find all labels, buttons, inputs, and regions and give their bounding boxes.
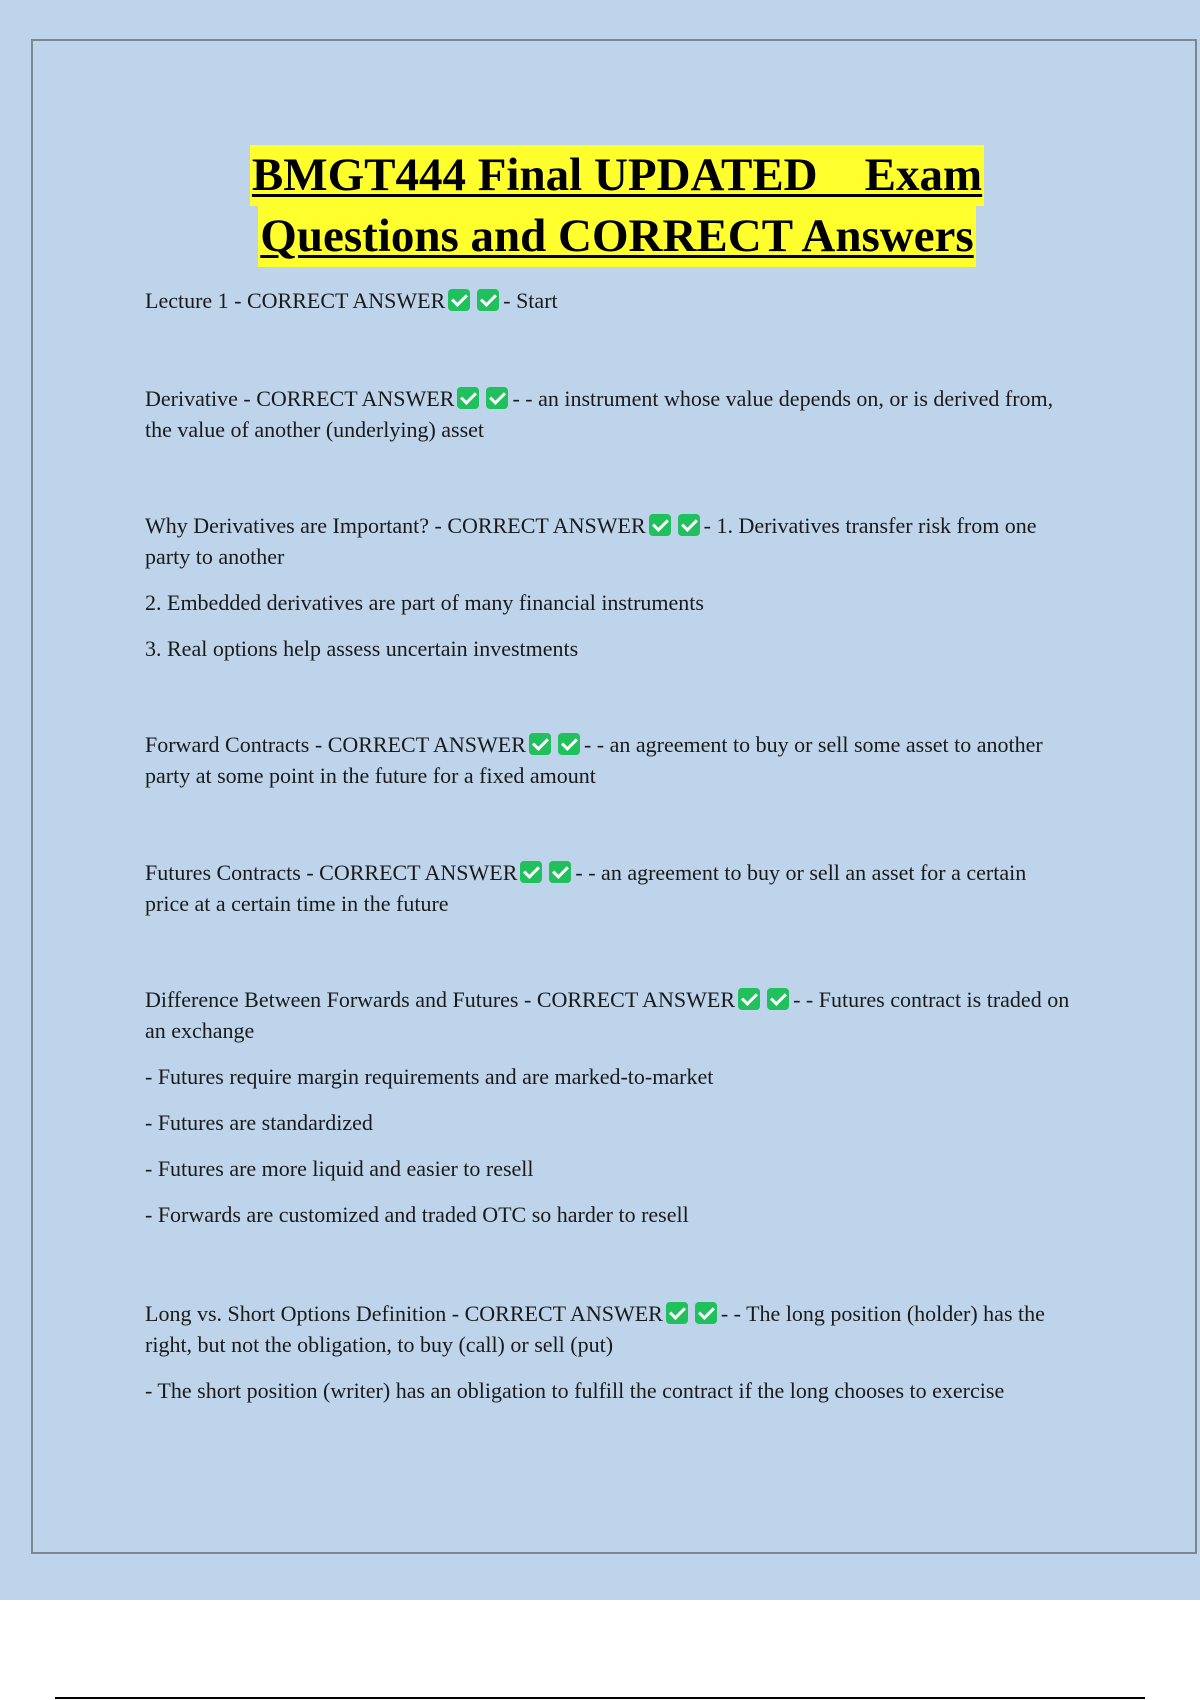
qa-answer-line: 3. Real options help assess uncertain investments xyxy=(145,636,579,661)
document-title xyxy=(0,145,1200,267)
qa-entry-forwards-vs-futures xyxy=(145,984,1075,1230)
qa-entry-futures-contracts xyxy=(145,857,1075,919)
green-checkmark-icon xyxy=(477,289,499,311)
qa-question: Long vs. Short Options Definition - CORRECT ANSWER - - The long position (holder) has the right, but not the obligation, to buy (call) or sell (put) xyxy=(145,1301,1045,1357)
qa-term: Lecture 1 xyxy=(145,288,229,313)
footer-divider xyxy=(55,1697,1145,1699)
qa-answer-line: - Futures require margin requirements and are marked-to-market xyxy=(145,1064,714,1089)
green-checkmark-icon xyxy=(649,514,671,536)
answer-marker: CORRECT ANSWER xyxy=(247,288,446,313)
title-line-1: BMGT444 Final UPDATED Exam xyxy=(250,145,984,206)
green-checkmark-icon xyxy=(529,733,551,755)
qa-answer: - - The long position (holder) has the right, but not the obligation, to buy (call) or sell (put) xyxy=(145,1301,1045,1357)
qa-answer: - - an agreement to buy or sell some asset to another party at some point in the future for a fixed amount xyxy=(145,732,1043,788)
qa-answer: - - Futures contract is traded on an exchange xyxy=(145,987,1070,1043)
answer-marker: CORRECT ANSWER xyxy=(447,513,646,538)
qa-term: Why Derivatives are Important? xyxy=(145,513,430,538)
qa-term: Long vs. Short Options Definition xyxy=(145,1301,447,1326)
green-checkmark-icon xyxy=(558,733,580,755)
qa-answer-line: - Forwards are customized and traded OTC so harder to resell xyxy=(145,1202,689,1227)
qa-question: Derivative - CORRECT ANSWER - - an instrument whose value depends on, or is derived from, the value of another (underlying) asset xyxy=(145,386,1054,442)
qa-term: Forward Contracts xyxy=(145,732,310,757)
green-checkmark-icon xyxy=(666,1302,688,1324)
qa-answer-line: 2. Embedded derivatives are part of many financial instruments xyxy=(145,590,704,615)
title-line-2: Questions and CORRECT Answers xyxy=(258,206,975,267)
qa-term: Derivative xyxy=(145,386,238,411)
qa-answer: - - an instrument whose value depends on, or is derived from, the value of another (underlying) asset xyxy=(145,386,1054,442)
answer-marker: CORRECT ANSWER xyxy=(327,732,526,757)
qa-question: Forward Contracts - CORRECT ANSWER - - an agreement to buy or sell some asset to another party at some point in the future for a fixed amount xyxy=(145,732,1043,788)
qa-entry-why-derivatives xyxy=(145,510,1075,664)
qa-entry-forward-contracts xyxy=(145,729,1075,791)
qa-entry-derivative xyxy=(145,383,1075,445)
answer-marker: CORRECT ANSWER xyxy=(319,860,518,885)
qa-answer-line: - The short position (writer) has an obligation to fulfill the contract if the long chooses to exercise xyxy=(145,1378,1005,1403)
answer-marker: CORRECT ANSWER xyxy=(256,386,455,411)
green-checkmark-icon xyxy=(738,988,760,1010)
qa-term: Difference Between Forwards and Futures xyxy=(145,987,519,1012)
green-checkmark-icon xyxy=(448,289,470,311)
qa-question: Why Derivatives are Important? - CORRECT ANSWER - 1. Derivatives transfer risk from one party to another xyxy=(145,513,1037,569)
qa-answer: - - an agreement to buy or sell an asset for a certain price at a certain time in the future xyxy=(145,860,1027,916)
green-checkmark-icon xyxy=(767,988,789,1010)
qa-answer: - 1. Derivatives transfer risk from one party to another xyxy=(145,513,1037,569)
answer-marker: CORRECT ANSWER xyxy=(536,987,736,1012)
answer-marker: CORRECT ANSWER xyxy=(464,1301,663,1326)
qa-question: Futures Contracts - CORRECT ANSWER - - an agreement to buy or sell an asset for a certain price at a certain time in the future xyxy=(145,860,1027,916)
qa-answer-line: - Futures are more liquid and easier to resell xyxy=(145,1156,534,1181)
green-checkmark-icon xyxy=(520,861,542,883)
green-checkmark-icon xyxy=(695,1302,717,1324)
qa-term: Futures Contracts xyxy=(145,860,301,885)
qa-entry-long-vs-short xyxy=(145,1298,1075,1406)
qa-answer: - Start xyxy=(503,288,558,313)
green-checkmark-icon xyxy=(486,387,508,409)
green-checkmark-icon xyxy=(457,387,479,409)
qa-question: Lecture 1 - CORRECT ANSWER - Start xyxy=(145,288,558,313)
green-checkmark-icon xyxy=(678,514,700,536)
green-checkmark-icon xyxy=(549,861,571,883)
qa-entry-lecture-1 xyxy=(145,285,1075,316)
qa-answer-line: - Futures are standardized xyxy=(145,1110,373,1135)
qa-question: Difference Between Forwards and Futures - CORRECT ANSWER - - Futures contract is traded on an exchange xyxy=(145,987,1070,1043)
